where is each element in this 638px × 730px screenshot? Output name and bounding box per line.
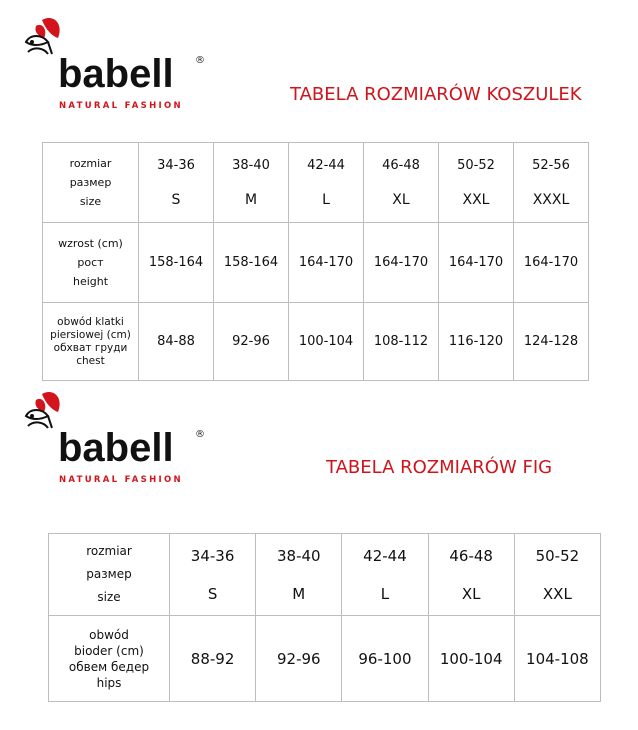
size-letter: XXXL bbox=[532, 191, 570, 208]
size-letter: XL bbox=[392, 191, 410, 208]
value-cell: 158-164 bbox=[139, 223, 214, 303]
label-line: bioder (cm) bbox=[74, 643, 144, 658]
fig-title: TABELA ROZMIARÓW FIG bbox=[326, 457, 553, 478]
label-line: обхват груди bbox=[53, 341, 128, 354]
label-line: obwód bbox=[89, 627, 129, 642]
label-line: wzrost (cm) bbox=[58, 237, 123, 250]
shirts-title: TABELA ROZMIARÓW KOSZULEK bbox=[290, 84, 582, 105]
fig-size-table bbox=[48, 533, 601, 702]
label-line: rozmiar bbox=[86, 544, 132, 558]
value-cell: 92-96 bbox=[256, 616, 342, 702]
table-row bbox=[49, 534, 601, 616]
header-label-cell bbox=[43, 143, 139, 223]
tagline: NATURAL FASHION bbox=[59, 475, 183, 485]
table-row bbox=[49, 616, 601, 702]
value-cell: 164-170 bbox=[439, 223, 514, 303]
label-line: hips bbox=[96, 675, 122, 690]
size-letter: S bbox=[171, 191, 181, 208]
value-cell: 88-92 bbox=[170, 616, 256, 702]
size-range: 34-36 bbox=[190, 546, 235, 565]
table-row bbox=[43, 303, 589, 381]
value-cell: 104-108 bbox=[514, 616, 600, 702]
label-line: rozmiar bbox=[69, 157, 112, 170]
registered-mark: ® bbox=[195, 55, 205, 66]
size-header-cell bbox=[439, 143, 514, 223]
size-range: 50-52 bbox=[535, 546, 580, 565]
registered-mark: ® bbox=[195, 429, 205, 440]
brand-name: babell bbox=[58, 426, 174, 470]
table-row bbox=[43, 143, 589, 223]
row-label-cell bbox=[43, 303, 139, 381]
label-line: size bbox=[97, 590, 121, 604]
size-header-cell bbox=[289, 143, 364, 223]
size-letter: L bbox=[380, 584, 390, 603]
size-header-cell bbox=[139, 143, 214, 223]
size-header-cell bbox=[342, 534, 428, 616]
table-row bbox=[43, 223, 589, 303]
brand-name: babell bbox=[58, 52, 174, 96]
size-header-cell bbox=[256, 534, 342, 616]
size-header-cell bbox=[364, 143, 439, 223]
label-line: обвем бедер bbox=[68, 659, 150, 674]
size-range: 38-40 bbox=[232, 157, 270, 173]
value-cell: 108-112 bbox=[364, 303, 439, 381]
row-label-cell bbox=[49, 616, 170, 702]
value-cell: 100-104 bbox=[428, 616, 514, 702]
value-cell: 116-120 bbox=[439, 303, 514, 381]
value-cell: 158-164 bbox=[214, 223, 289, 303]
size-header-cell bbox=[170, 534, 256, 616]
size-range: 50-52 bbox=[457, 157, 495, 173]
size-range: 42-44 bbox=[307, 157, 345, 173]
row-label-cell bbox=[43, 223, 139, 303]
value-cell: 164-170 bbox=[364, 223, 439, 303]
size-letter: XXL bbox=[462, 191, 490, 208]
size-header-cell bbox=[514, 143, 589, 223]
size-header-cell bbox=[514, 534, 600, 616]
size-header-cell bbox=[214, 143, 289, 223]
label-line: obwód klatki bbox=[57, 315, 124, 328]
tagline: NATURAL FASHION bbox=[59, 101, 183, 111]
label-line: рост bbox=[77, 256, 104, 269]
label-line: piersiowej (cm) bbox=[50, 328, 131, 341]
label-line: размер bbox=[69, 176, 112, 189]
size-letter: M bbox=[244, 191, 258, 208]
label-line: chest bbox=[76, 354, 105, 367]
label-line: height bbox=[72, 275, 109, 288]
label-line: size bbox=[79, 195, 102, 208]
size-letter: XXL bbox=[542, 584, 572, 603]
size-range: 46-48 bbox=[449, 546, 493, 565]
size-range: 34-36 bbox=[157, 157, 195, 173]
size-header-cell bbox=[428, 534, 514, 616]
value-cell: 84-88 bbox=[139, 303, 214, 381]
value-cell: 164-170 bbox=[514, 223, 589, 303]
value-cell: 96-100 bbox=[342, 616, 428, 702]
size-letter: XL bbox=[461, 584, 481, 603]
size-letter: L bbox=[322, 191, 330, 208]
babell-logo bbox=[22, 390, 212, 490]
shirts-size-table bbox=[42, 142, 589, 381]
value-cell: 100-104 bbox=[289, 303, 364, 381]
label-line: размер bbox=[86, 567, 132, 581]
header-label-cell bbox=[49, 534, 170, 616]
value-cell: 124-128 bbox=[514, 303, 589, 381]
size-range: 52-56 bbox=[532, 157, 570, 173]
size-range: 46-48 bbox=[382, 157, 420, 173]
babell-logo bbox=[22, 16, 212, 116]
size-letter: M bbox=[292, 584, 306, 603]
value-cell: 164-170 bbox=[289, 223, 364, 303]
value-cell: 92-96 bbox=[214, 303, 289, 381]
size-range: 38-40 bbox=[276, 546, 321, 565]
size-range: 42-44 bbox=[363, 546, 407, 565]
size-letter: S bbox=[207, 584, 218, 603]
